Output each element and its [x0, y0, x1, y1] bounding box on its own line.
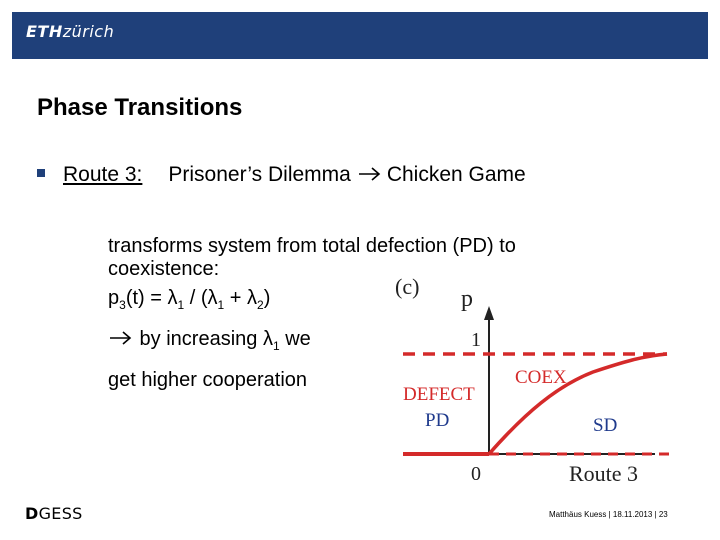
text-line-1: transforms system from total defection (PD) to [108, 235, 516, 257]
formula-line: $p_3(t) = \lambda_1 / (\lambda_1 + \lambda_2)$ [108, 287, 271, 312]
label-coex: COEX [515, 367, 567, 388]
footer-info: Matthäus Kuess | 18.11.2013 | 23 [549, 510, 668, 519]
label-sd: SD [593, 415, 618, 436]
text-line-2: coexistence: [108, 258, 220, 280]
bullet-square-icon [37, 169, 45, 177]
phase-diagram [385, 268, 685, 488]
game-to: Chicken Game [386, 163, 526, 186]
slide-title: Phase Transitions [37, 94, 243, 121]
label-pd: PD [425, 410, 450, 431]
game-from: Prisoner’s Dilemma [168, 163, 351, 186]
x-tick-0: 0 [471, 463, 481, 485]
y-tick-1: 1 [471, 329, 481, 351]
panel-label: (c) [395, 274, 420, 299]
increase-line: by increasing $\lambda_1$ we [108, 322, 628, 363]
header-bar [12, 12, 708, 59]
y-axis-label: p [461, 286, 473, 312]
text-last-line: get higher cooperation [108, 369, 308, 391]
y-axis-arrowhead [484, 306, 494, 320]
eth-logo: ETHzürich [26, 22, 115, 41]
arrow-right-icon [357, 166, 383, 182]
bullet-route-3 [37, 163, 526, 187]
label-defect: DEFECT [403, 384, 475, 405]
x-axis-label: Route 3 [569, 461, 639, 486]
dgess-logo: DGESS [25, 504, 83, 523]
arrow-right-icon [108, 330, 134, 346]
route-label: Route 3: [63, 163, 143, 186]
